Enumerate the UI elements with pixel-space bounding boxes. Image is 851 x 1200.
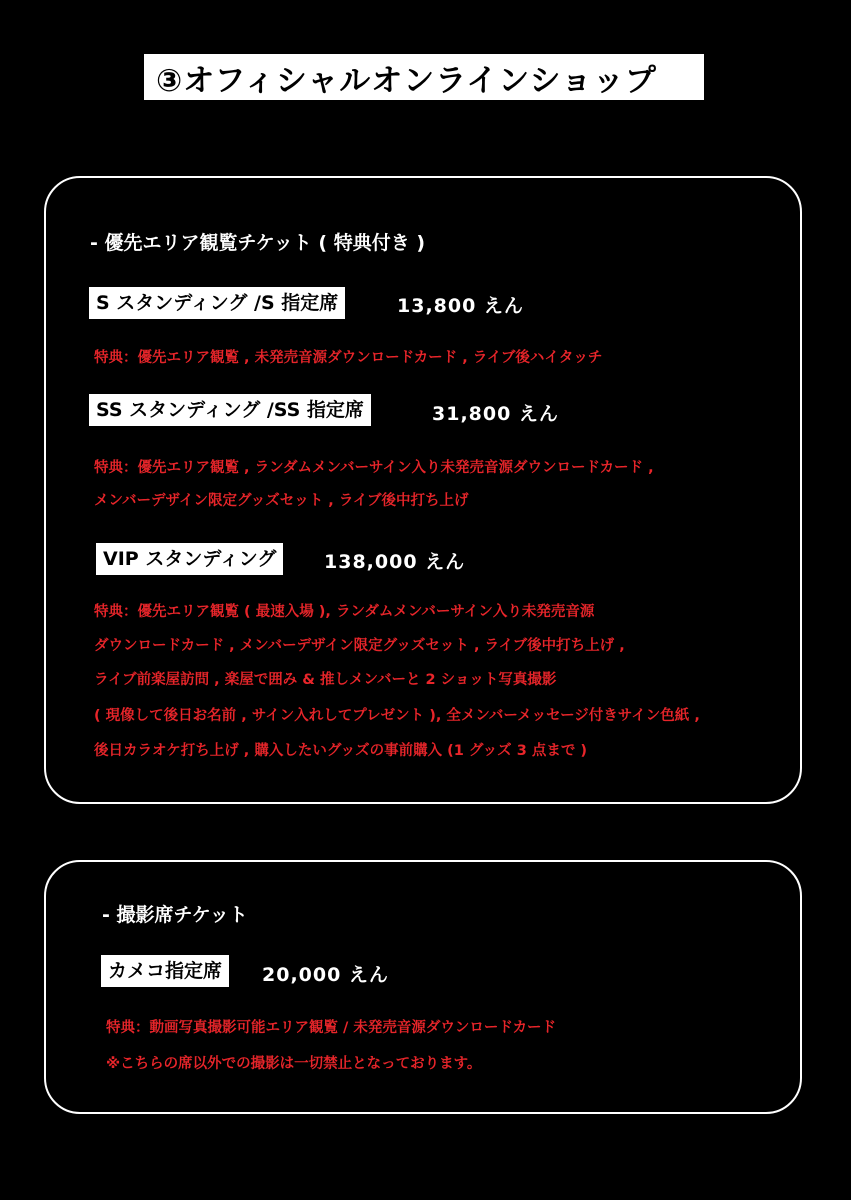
ticket-vip-benefits-line-3: ライブ前楽屋訪問 , 楽屋で囲み & 推しメンバーと 2 ショット写真撮影 (94, 672, 557, 688)
ticket-ss-label: SS スタンディング /SS 指定席 (89, 394, 371, 426)
photo-seat-ticket-heading: - 撮影席チケット (102, 904, 248, 926)
ticket-ss-benefits-line-2: メンバーデザイン限定グッズセット , ライブ後中打ち上げ (94, 493, 469, 509)
page-title: ③オフィシャルオンラインショップ (144, 54, 704, 100)
ticket-cameko-benefits: 特典：動画写真撮影可能エリア観覧 / 未発売音源ダウンロードカード (106, 1020, 556, 1036)
ticket-s-price: 13,800 えん (397, 295, 524, 317)
ticket-ss-benefits-line-1: 特典：優先エリア観覧 , ランダムメンバーサイン入り未発売音源ダウンロードカード , (94, 460, 654, 476)
ticket-cameko-label: カメコ指定席 (101, 955, 229, 987)
ticket-vip-benefits-line-5: 後日カラオケ打ち上げ , 購入したいグッズの事前購入 (1 グッズ 3 点まで ) (94, 743, 588, 759)
ticket-vip-price: 138,000 えん (324, 551, 466, 573)
ticket-vip-benefits-line-2: ダウンロードカード , メンバーデザイン限定グッズセット , ライブ後中打ち上げ , (94, 638, 625, 654)
ticket-cameko-price: 20,000 えん (262, 964, 389, 986)
ticket-s-label: S スタンディング /S 指定席 (89, 287, 345, 319)
ticket-vip-benefits-line-1: 特典：優先エリア観覧 ( 最速入場 ), ランダムメンバーサイン入り未発売音源 (94, 604, 595, 620)
ticket-ss-price: 31,800 えん (432, 403, 559, 425)
priority-area-ticket-heading: - 優先エリア観覧チケット ( 特典付き ) (90, 232, 426, 254)
ticket-vip-label: VIP スタンディング (96, 543, 283, 575)
ticket-vip-benefits-line-4: ( 現像して後日お名前 , サイン入れしてプレゼント ), 全メンバーメッセージ付きサイン色紙 , (94, 708, 700, 724)
ticket-s-benefits: 特典：優先エリア観覧 , 未発売音源ダウンロードカード , ライブ後ハイタッチ (94, 350, 603, 366)
photo-seat-ticket-panel (44, 860, 802, 1114)
photo-prohibition-note: ※こちらの席以外での撮影は一切禁止となっております。 (106, 1056, 482, 1072)
